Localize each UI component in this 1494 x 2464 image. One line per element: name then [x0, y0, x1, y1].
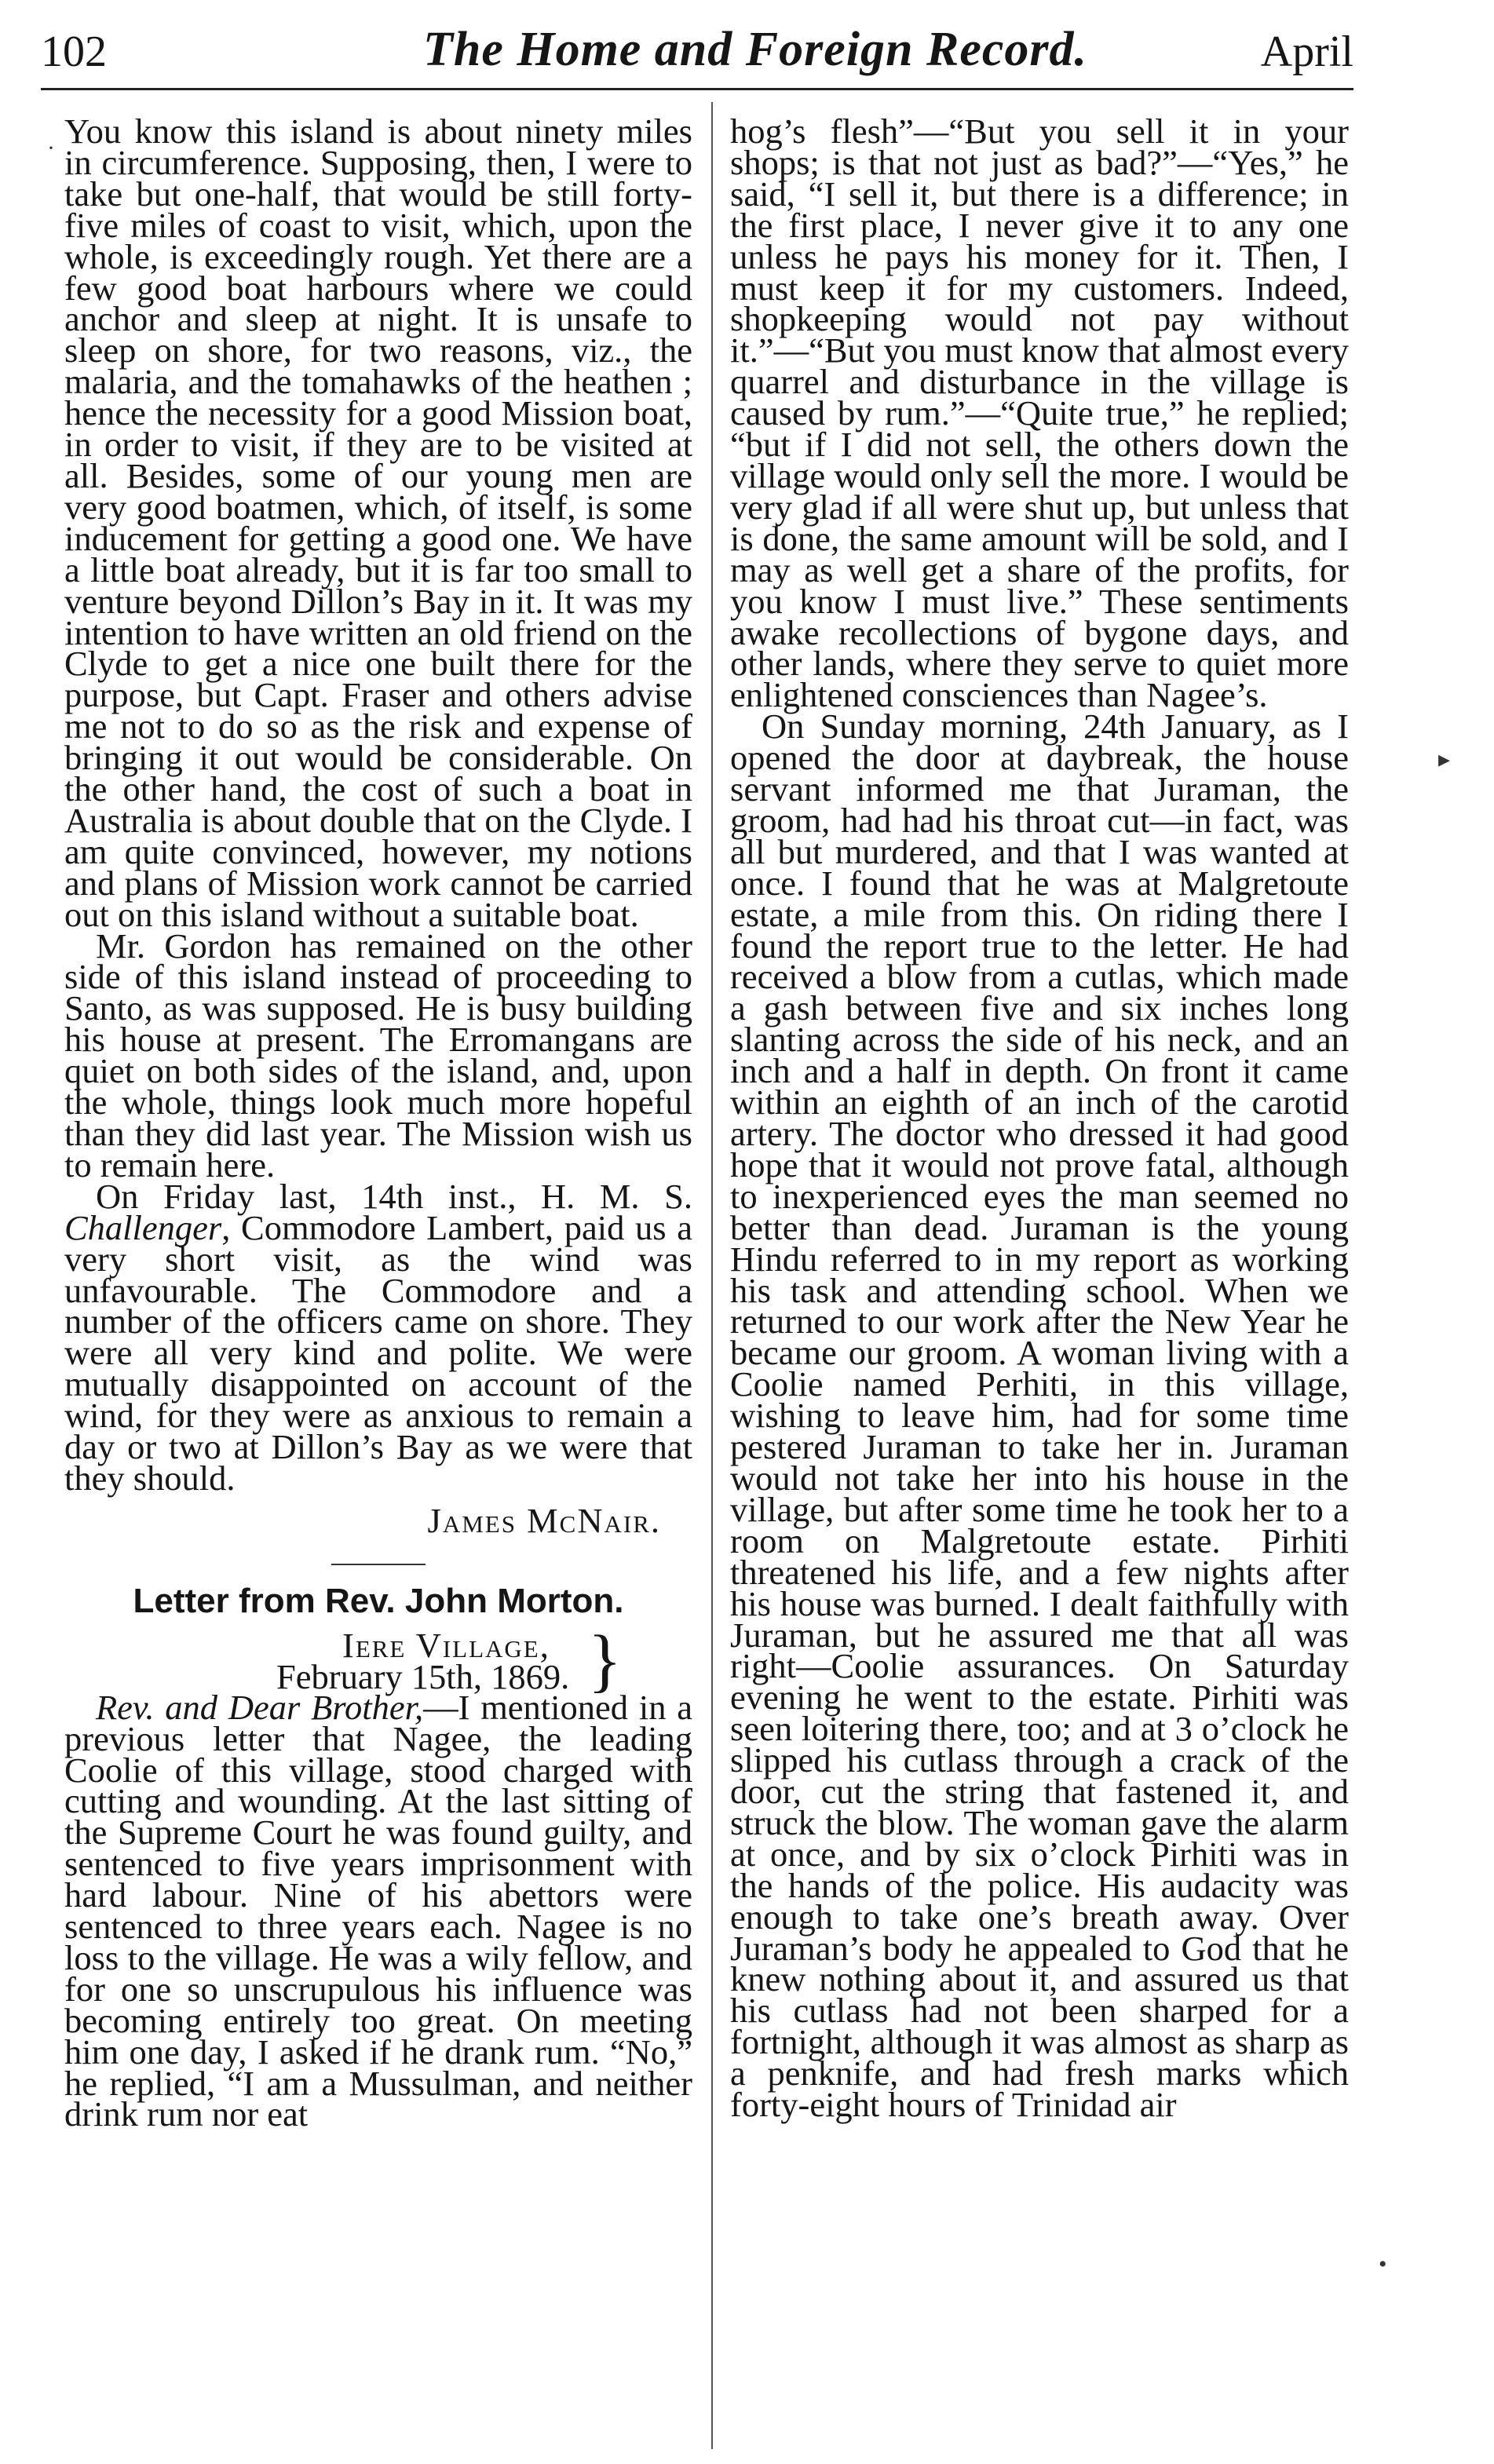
dateline-place: Iere Village, [342, 1625, 550, 1665]
text-run: , Commodore Lambert, paid us a very short visit, as the wind was unfavourable. The Commodore and a number of the officers came on shore. They were all very kind and polite. We were mutually disappointed on account of the wind, for they were as anxious to remain a day or two at Dillon’s Bay as we were that they should. [64, 1207, 692, 1498]
right-column [730, 111, 1349, 2125]
dateline [276, 1621, 645, 1699]
signature: James McNair. [427, 1500, 661, 1540]
journal-title: The Home and Foreign Record. [422, 23, 1088, 76]
text-run: On Friday last, 14th inst., H. M. S. [96, 1176, 692, 1216]
left-column [64, 111, 692, 2134]
page-number: 102 [41, 27, 107, 76]
letter-heading: Letter from Rev. John Morton. [133, 1581, 624, 1620]
paragraph [64, 1176, 692, 1498]
section-rule [331, 1564, 426, 1565]
dateline-date: February 15th, 1869. [276, 1656, 570, 1696]
paragraph: You know this island is about ninety miles in circumference. Supposing, then, I were to take but one-half, that would be still forty-five miles of coast to visit, which, upon the whole, is exceedingly rough. Yet there are a few good boat harbours where we could anchor and sleep at night. It is unsafe to sleep on shore, for two reasons, viz., the malaria, and the tomahawks of the heathen ; hence the necessity for a good Mission boat, in order to visit, if they are to be visited at all. Besides, some of our young men are very good boatmen, which, of itself, is some inducement for getting a good one. We have a little boat already, but it is far too small to venture beyond Dillon’s Bay in it. It was my intention to have written an old friend on the Clyde to get a nice one built there for the purpose, but Capt. Fraser and others advise me not to do so as the risk and expense of bringing it out would be considerable. On the other hand, the cost of such a boat in Australia is about double that on the Clyde. I am quite convinced, however, my notions and plans of Mission work cannot be carried out on this island without a suitable boat. [64, 111, 692, 934]
paragraph: On Sunday morning, 24th January, as I opened the door at daybreak, the house servant informed me that Juraman, the groom, had had his throat cut—in fact, was all but murdered, and that I was wanted at once. I found that he was at Malgretoute estate, a mile from this. On riding there I found the report true to the letter. He had received a blow from a cutlas, which made a gash between five and six inches long slanting across the side of his neck, and an inch and a half in depth. On front it came within an eighth of an inch of the carotid artery. The doctor who dressed it had good hope that it would not prove fatal, although to inexperienced eyes the man seemed no better than dead. Juraman is the young Hindu referred to in my report as working his task and attending school. When we returned to our work after the New Year he became our groom. A woman living with a Coolie named Perhiti, in this village, wishing to leave him, had for some time pestered Juraman to take her in. Juraman would not take her into his house in the village, but after some time he took her to a room on Malgretoute estate. Pirhiti threatened his life, and a few nights after his house was burned. I dealt faithfully with Juraman, but he assured me that all was right—Coolie assurances. On Saturday evening he went to the estate. Pirhiti was seen loitering there, too; and at 3 o’clock he slipped his cutlass through a crack of the door, cut the string that fastened it, and struck the blow. The woman gave the alarm at once, and by six o’clock Pirhiti was in the hands of the police. His audacity was enough to take one’s breath away. Over Juraman’s body he appealed to God that he knew nothing about it, and assured us that his cutlass had not been sharped for a fortnight, although it was almost as sharp as a penknife, and had fresh marks which forty-eight hours of Trinidad air [730, 706, 1349, 2125]
paragraph: Mr. Gordon has remained on the other side of this island instead of proceeding to Santo, as was supposed. He is busy building his house at present. The Erromangans are quiet on both sides of the island, and, upon the whole, things look much more hopeful than they did last year. The Mission wish us to remain here. [64, 925, 692, 1185]
column-divider [711, 102, 713, 2449]
paragraph [64, 1687, 692, 2134]
paragraph: hog’s flesh”—“But you sell it in your shops; is that not just as bad?”—“Yes,” he said, “I sell it, but there is a difference; in the first place, I never give it to any one unless he pays his money for it. Then, I must keep it for my customers. Indeed, shopkeeping would not pay without it.”—“But you must know that almost every quarrel and disturbance in the village is caused by rum.”—“Quite true,” he replied; “but if I did not sell, the others down the village would only sell the more. I would be very glad if all were shut up, but unless that is done, the same amount will be sold, and I may as well get a share of the profits, for you know I must live.” These sentiments awake recollections of bygone days, and other lands, where they serve to quiet more enlightened consciences than Nagee’s. [730, 111, 1349, 715]
margin-arrow: ▸ [1438, 747, 1451, 772]
salutation: Rev. and Dear Brother, [96, 1687, 424, 1727]
ship-name: Challenger [64, 1207, 222, 1247]
issue-month: April [1260, 27, 1353, 76]
brace-glyph: } [587, 1621, 622, 1699]
text-run: —I mentioned in a previous letter that Nagee, the leading Coolie of this village, stood charged with cutting and wounding. At the last sitting of the Supreme Court he was found guilty, and sentenced to five years imprisonment with hard labour. Nine of his abettors were sentenced to three years each. Nagee is no loss to the village. He was a wily fellow, and for one so unscrupulous his influence was becoming entirely too great. On meeting him one day, I asked if he drank rum. “No,” he replied, “I am a Mussulman, and neither drink rum nor eat [64, 1687, 692, 2134]
running-header [41, 20, 1353, 91]
header-rule [41, 88, 1353, 90]
margin-dot: · [47, 135, 55, 161]
margin-dot: • [1379, 2251, 1387, 2277]
